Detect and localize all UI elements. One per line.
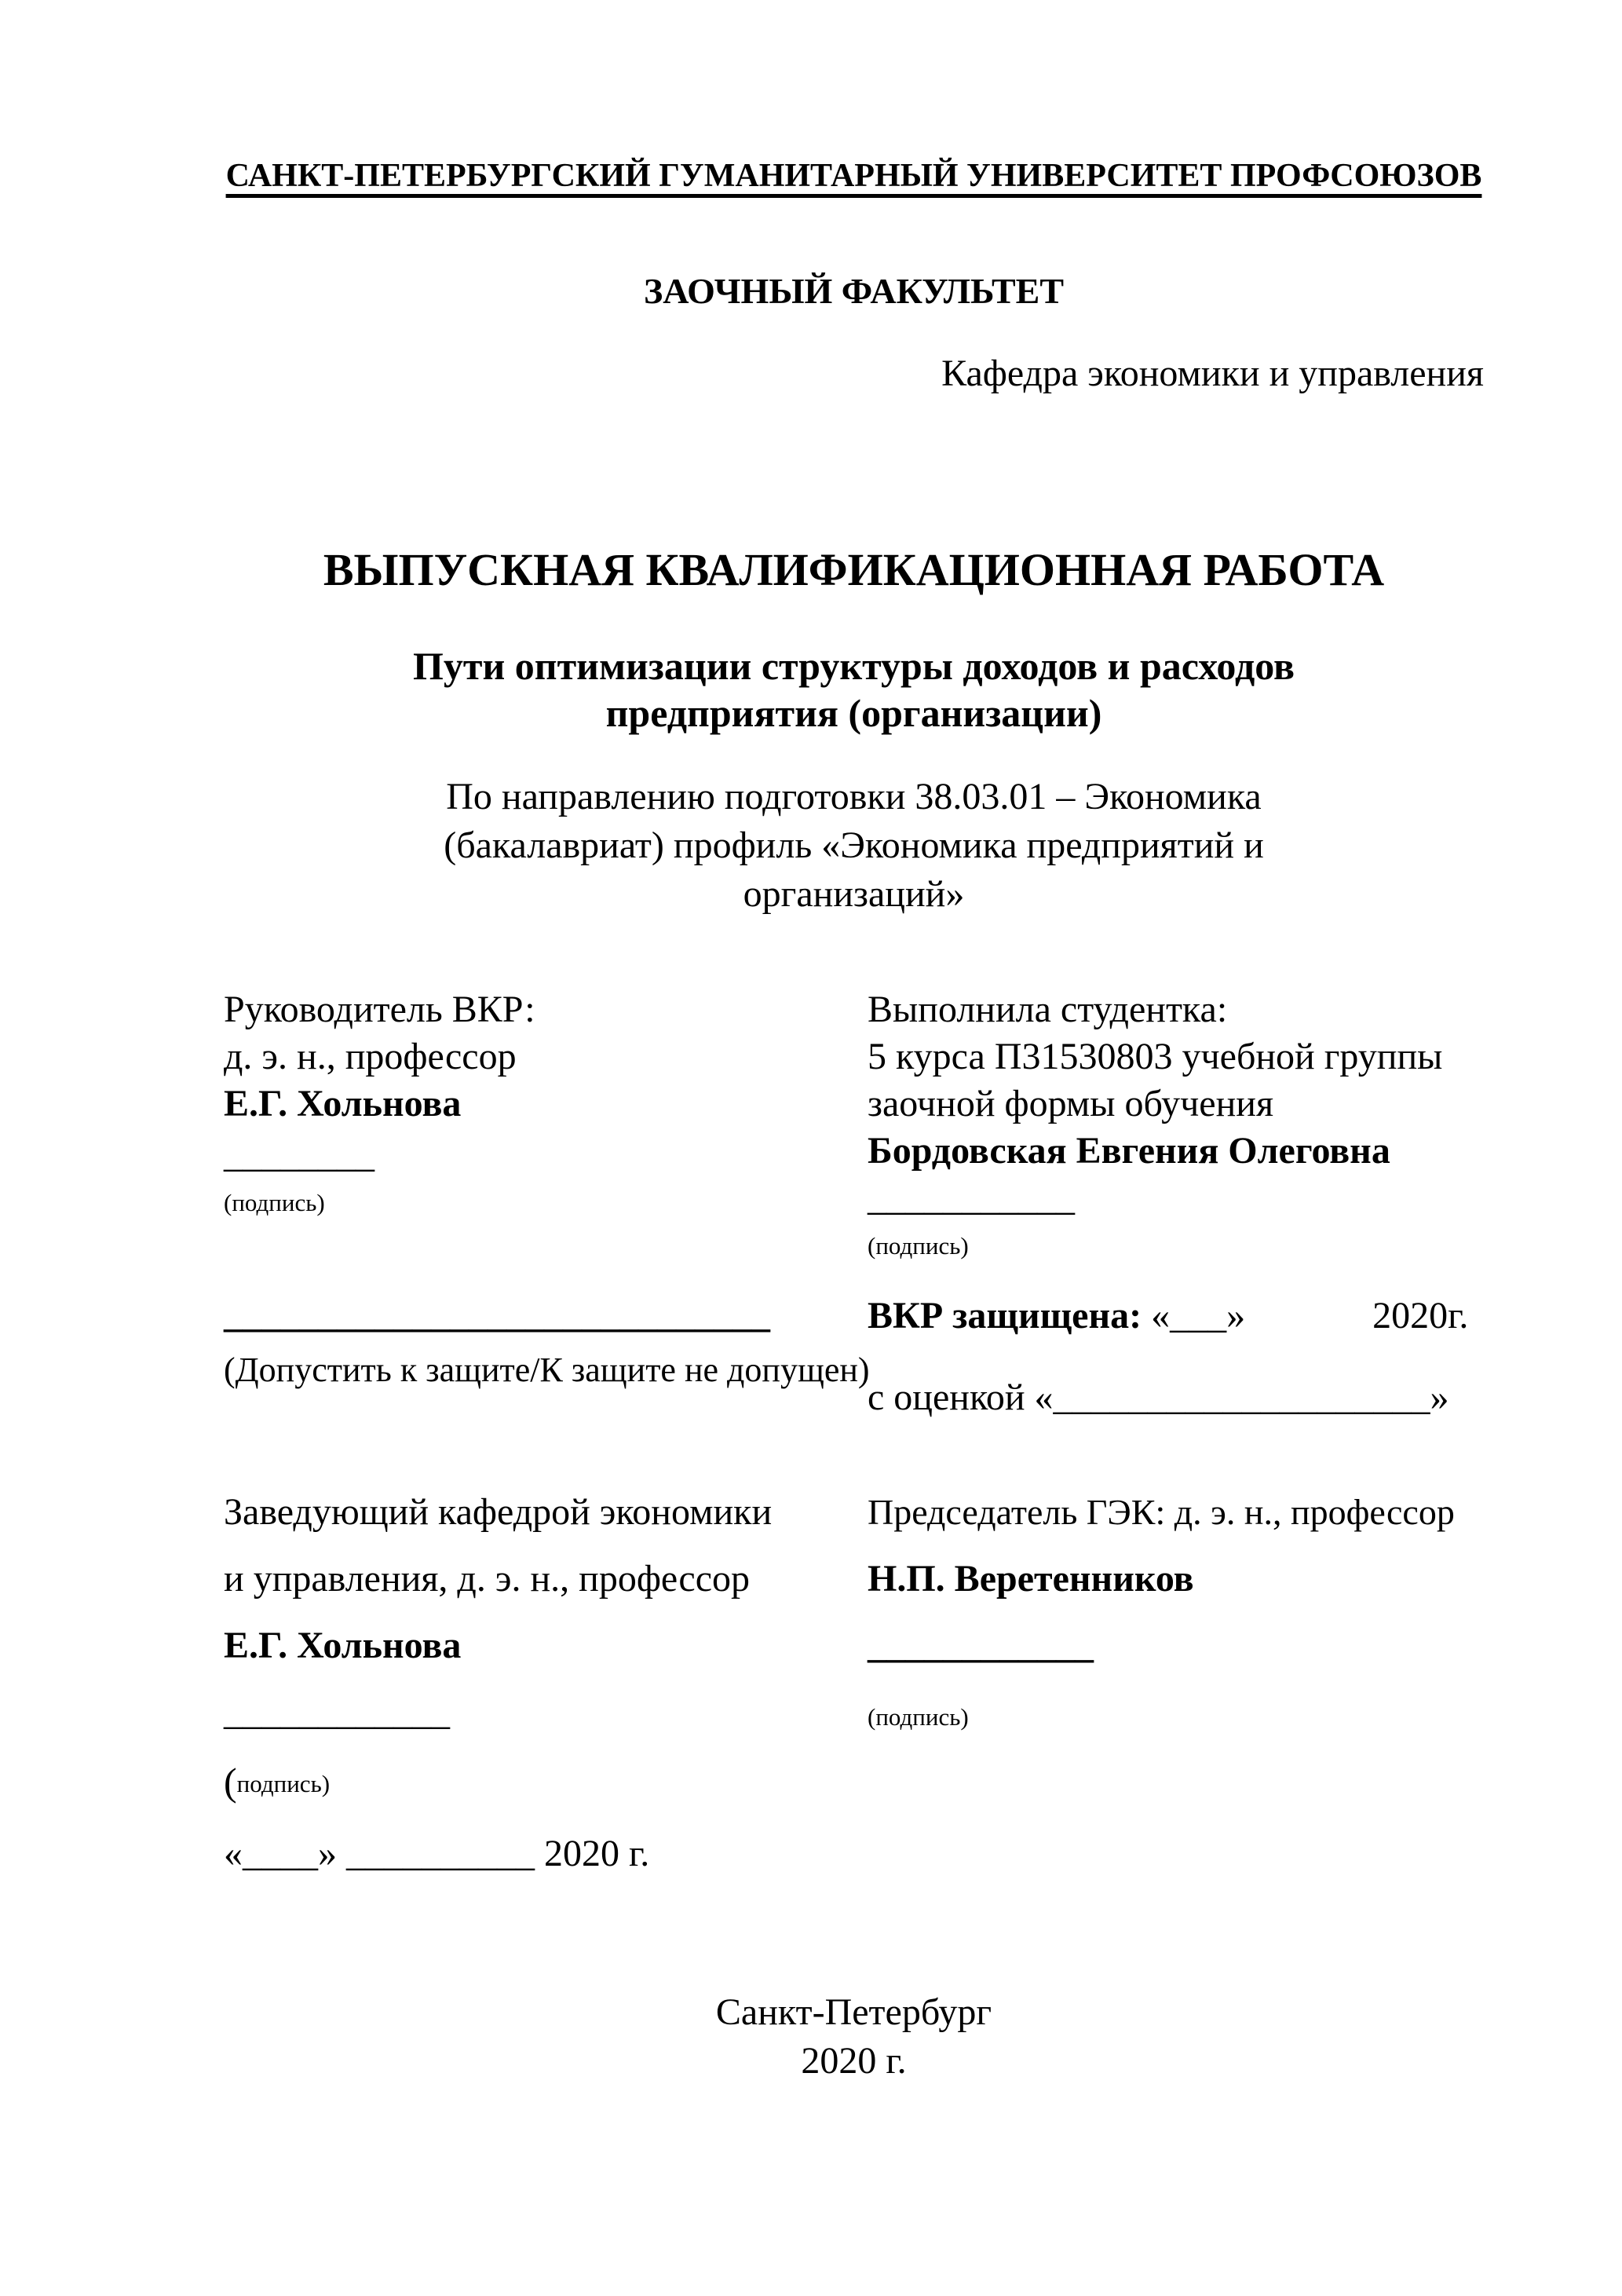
defense-status-line	[868, 1292, 1484, 1340]
department-head-caption-paren: (	[224, 1760, 237, 1804]
defense-label: ВКР защищена:	[868, 1295, 1142, 1336]
study-direction	[224, 773, 1484, 919]
gek-chairman-signature-line: ____________	[868, 1625, 1094, 1666]
footer-city: Санкт-Петербург	[715, 1991, 992, 2033]
study-direction-line1: По направлению подготовки 38.03.01 – Экономика	[446, 776, 1262, 817]
supervisor-name: Е.Г. Хольнова	[224, 1083, 462, 1124]
university-name	[224, 157, 1484, 195]
student-study-form: заочной формы обучения	[868, 1083, 1274, 1124]
gek-chairman-block	[868, 1489, 1484, 1734]
study-direction-line2: (бакалавриат) профиль «Экономика предприятий и	[444, 824, 1264, 866]
supervisor-signature-caption: (подпись)	[224, 1189, 325, 1216]
gek-chairman-signature-caption: (подпись)	[868, 1703, 969, 1731]
work-title-line2: предприятия (организации)	[605, 691, 1102, 735]
student-block	[868, 986, 1484, 1263]
footer	[224, 1988, 1484, 2086]
supervisor-degree: д. э. н., профессор	[224, 1036, 517, 1077]
student-signature-caption: (подпись)	[868, 1232, 969, 1260]
footer-year: 2020 г.	[801, 2040, 907, 2082]
department-head-date-line: «____» __________ 2020 г.	[224, 1833, 650, 1874]
supervisor-block	[224, 986, 868, 1219]
admission-caption: (Допустить к защите/К защите не допущен)	[224, 1351, 870, 1389]
gek-chairman-name: Н.П. Веретенников	[868, 1558, 1194, 1600]
department-head-caption-text: подпись)	[236, 1770, 331, 1797]
faculty-name: ЗАОЧНЫЙ ФАКУЛЬТЕТ	[643, 271, 1065, 311]
work-title-line1: Пути оптимизации структуры доходов и расходов	[413, 644, 1295, 688]
department-head-signature-caption	[224, 1760, 868, 1808]
department-head-role-line2: и управления, д. э. н., профессор	[224, 1558, 751, 1600]
signatures-row-top	[224, 986, 1484, 1263]
department-head-name: Е.Г. Хольнова	[224, 1625, 462, 1666]
department-head-signature-line: ____________	[224, 1691, 450, 1733]
work-type-heading: ВЫПУСКНАЯ КВАЛИФИКАЦИОННАЯ РАБОТА	[323, 544, 1385, 595]
student-signature-line: ___________	[868, 1177, 1075, 1219]
university-name-text: САНКТ-ПЕТЕРБУРГСКИЙ ГУМАНИТАРНЫЙ УНИВЕРСИТЕТ ПРОФСОЮЗОВ	[225, 158, 1482, 194]
supervisor-signature-line: ________	[224, 1134, 374, 1175]
signatures-row-bottom	[224, 1489, 1484, 1877]
student-group: 5 курса П31530803 учебной группы	[868, 1036, 1443, 1077]
admission-block	[224, 1292, 868, 1392]
supervisor-role: Руководитель ВКР:	[224, 989, 535, 1030]
department-head-block	[224, 1489, 868, 1877]
defense-grade-line: с оценкой «____________________»	[868, 1377, 1449, 1418]
defense-year: 2020г.	[1372, 1295, 1469, 1336]
gek-chairman-role: Председатель ГЭК: д. э. н., профессор	[868, 1492, 1455, 1532]
defense-day-blank: «___»	[1151, 1295, 1246, 1336]
work-title	[224, 642, 1484, 737]
department-name: Кафедра экономики и управления	[941, 353, 1484, 394]
admission-defense-row	[224, 1292, 1484, 1422]
defense-block	[868, 1292, 1484, 1422]
admission-blank-line: _____________________________	[224, 1294, 770, 1336]
student-role: Выполнила студентка:	[868, 989, 1228, 1030]
study-direction-line3: организаций»	[743, 873, 965, 915]
student-name: Бордовская Евгения Олеговна	[868, 1130, 1390, 1172]
department-head-role-line1: Заведующий кафедрой экономики	[224, 1491, 773, 1533]
